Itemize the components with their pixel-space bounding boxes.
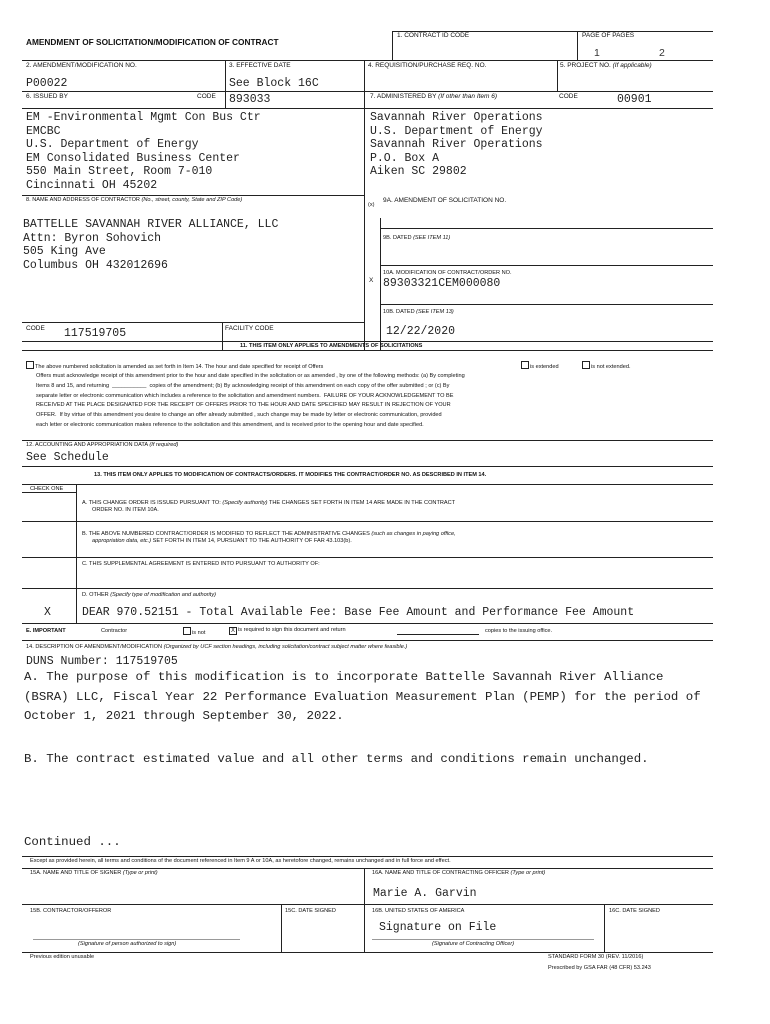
contracting-officer-signature: Signature on File xyxy=(379,921,497,934)
extended-checkbox[interactable] xyxy=(521,361,529,369)
item10a-label: 10A. MODIFICATION OF CONTRACT/ORDER NO. xyxy=(383,270,512,276)
item10-mark: X xyxy=(369,277,374,284)
item6-code-label: CODE xyxy=(197,93,216,100)
is-not-checkbox[interactable] xyxy=(183,627,191,635)
item11-line: each letter or electronic communication makes reference to the solicitation and this amendment, and is received prior to the opening hour and date specified. xyxy=(36,421,424,428)
important-label: E. IMPORTANT xyxy=(26,628,66,634)
page-number: 1 xyxy=(594,47,600,59)
item11-line: separate letter or electronic communication which includes a reference to the solicitation and amendment numbers. FAILURE OF YOUR ACKNOWLEDGEMENT TO BE xyxy=(36,392,454,399)
duns-line: DUNS Number: 117519705 xyxy=(26,655,178,668)
contractor-line: 505 King Ave xyxy=(23,245,106,259)
item11-line: OFFER. If by virtue of this amendment you desire to change an offer already submitted , such change may be made by letter or electronic communication, provided xyxy=(36,412,442,419)
item13c: C. THIS SUPPLEMENTAL AGREEMENT IS ENTERED INTO PURSUANT TO AUTHORITY OF: xyxy=(82,561,320,567)
issuer-address xyxy=(26,111,261,193)
item6-label: 6. ISSUED BY xyxy=(26,93,68,100)
footer-left: Previous edition unusable xyxy=(30,954,95,960)
page-total: 2 xyxy=(659,47,665,59)
item15b-caption: (Signature of person authorized to sign) xyxy=(78,941,177,947)
item14-paragraph-b: B. The contract estimated value and all other terms and conditions remain unchanged. xyxy=(24,752,649,766)
item12-value: See Schedule xyxy=(26,451,109,464)
item16b-label: 16B. UNITED STATES OF AMERICA xyxy=(372,908,465,914)
is-not-option: is not xyxy=(183,627,205,637)
issuer-line: 550 Main Street, Room 7-010 xyxy=(26,165,213,179)
administrator-address xyxy=(370,111,543,179)
item16a-label: 16A. NAME AND TITLE OF CONTRACTING OFFICER (Type or print) xyxy=(372,870,546,876)
contract-id-label: 1. CONTRACT ID CODE xyxy=(397,32,470,39)
contractor-line: BATTELLE SAVANNAH RIVER ALLIANCE, LLC xyxy=(23,218,279,231)
issuer-line: Cincinnati OH 45202 xyxy=(26,178,158,192)
item8-code: 117519705 xyxy=(64,327,127,340)
item6-code: 893033 xyxy=(229,93,271,106)
item11-text xyxy=(36,372,465,431)
is-required-checkbox[interactable]: X xyxy=(230,628,235,634)
item8-code-label: CODE xyxy=(26,325,45,332)
issuer-line: EM Consolidated Business Center xyxy=(26,151,240,165)
facility-code-label: FACILITY CODE xyxy=(225,325,274,332)
footer-prescribed: Prescribed by GSA FAR (48 CFR) 53.243 xyxy=(548,965,651,971)
item14-line: October 1, 2021 through September 30, 2022. xyxy=(24,709,344,724)
not-extended-option: is not extended. xyxy=(582,361,631,371)
contractor-line: Attn: Byron Sohovich xyxy=(23,231,162,245)
item16c-label: 16C. DATE SIGNED xyxy=(609,908,660,914)
administrator-line: P.O. Box A xyxy=(370,151,440,165)
item15a-label: 15A. NAME AND TITLE OF SIGNER (Type or print) xyxy=(30,870,158,876)
administrator-line: U.S. Department of Energy xyxy=(370,124,543,138)
except-text: Except as provided herein, all terms and conditions of the document referenced in Item 9 A or 10A, as heretofore changed, remains unchanged and in full force and effect. xyxy=(30,858,451,864)
item14-paragraph-a xyxy=(24,668,701,727)
solicitation-checkbox[interactable] xyxy=(26,361,34,369)
administrator-line: Savannah River Operations xyxy=(370,138,543,152)
item11-first-line: The above numbered solicitation is amended as set forth in Item 14. The hour and date specified for receipt of Offers xyxy=(26,361,323,371)
issuer-line: U.S. Department of Energy xyxy=(26,138,199,152)
pages-label: PAGE OF PAGES xyxy=(582,32,635,39)
item10b-label: 10B. DATED (SEE ITEM 13) xyxy=(383,309,454,315)
item13d-label: D. OTHER (Specify type of modification and authority) xyxy=(82,592,217,598)
item13d-mark: X xyxy=(44,606,51,619)
item10a-value: 89303321CEM000080 xyxy=(383,277,501,290)
item10b-value: 12/22/2020 xyxy=(386,325,456,338)
item15b-label: 15B. CONTRACTOR/OFFEROR xyxy=(30,908,112,914)
item7-code: 00901 xyxy=(617,93,652,106)
item13b: B. THE ABOVE NUMBERED CONTRACT/ORDER IS MODIFIED TO REFLECT THE ADMINISTRATIVE CHANGES (such as changes in paying office, appropriation data, etc.) SET FORTH IN ITEM 14, PURSUANT TO THE AUTHORITY OF FAR 43.103(b). xyxy=(82,531,456,544)
item14-line: A. The purpose of this modification is to incorporate Battelle Savannah River Alliance xyxy=(24,670,664,684)
footer-standard-form: STANDARD FORM 30 (REV. 11/2016) xyxy=(548,954,644,960)
continued-text: Continued ... xyxy=(24,835,121,849)
administrator-line: Aiken SC 29802 xyxy=(370,165,467,179)
item14-line: (BSRA) LLC, Fiscal Year 22 Performance Evaluation Measurement Plan (PEMP) for the period of xyxy=(24,689,701,704)
item11-heading: 11. THIS ITEM ONLY APPLIES TO AMENDMENTS OF SOLICITATIONS xyxy=(240,343,423,349)
item9-x-mark: (x) xyxy=(368,202,375,208)
item7-label: 7. ADMINISTERED BY (If other than Item 6) xyxy=(370,93,498,100)
item12-label: 12. ACCOUNTING AND APPROPRIATION DATA (If required) xyxy=(26,442,179,448)
contractor-line: Columbus OH 432012696 xyxy=(23,258,168,272)
contractor-word: Contractor xyxy=(101,628,128,634)
form-title: AMENDMENT OF SOLICITATION/MODIFICATION OF CONTRACT xyxy=(26,37,279,47)
item14-label: 14. DESCRIPTION OF AMENDMENT/MODIFICATION (Organized by UCF section headings, including solicitation/contract subject matter where feasible.) xyxy=(26,644,408,650)
item2-value: P00022 xyxy=(26,77,68,90)
is-required-option: X is required to sign this document and return xyxy=(230,627,346,634)
issuer-line: EMCBC xyxy=(26,124,61,138)
item8-label: 8. NAME AND ADDRESS OF CONTRACTOR (No., street, county, State and ZIP Code) xyxy=(26,197,243,203)
not-extended-checkbox[interactable] xyxy=(582,361,590,369)
item9b-label: 9B. DATED (SEE ITEM 11) xyxy=(383,235,451,241)
extended-option: is extended xyxy=(521,361,559,371)
item13-heading: 13. THIS ITEM ONLY APPLIES TO MODIFICATION OF CONTRACTS/ORDERS. IT MODIFIES THE CONTRACT/ORDER NO. AS DESCRIBED IN ITEM 14. xyxy=(94,472,487,478)
administrator-line: Savannah River Operations xyxy=(370,111,543,124)
contracting-officer-name: Marie A. Garvin xyxy=(373,887,477,900)
issuer-line: EM -Environmental Mgmt Con Bus Ctr xyxy=(26,111,261,124)
item15c-label: 15C. DATE SIGNED xyxy=(285,908,336,914)
item13d-value: DEAR 970.52151 - Total Available Fee: Base Fee Amount and Performance Fee Amount xyxy=(82,606,635,619)
item13a: A. THIS CHANGE ORDER IS ISSUED PURSUANT TO: (Specify authority) THE CHANGES SET FORTH IN ITEM 14 ARE MADE IN THE CONTRACT ORDER NO. IN ITEM 10A. xyxy=(82,500,456,513)
item9a-label: 9A. AMENDMENT OF SOLICITATION NO. xyxy=(383,197,507,204)
item11-line: RECEIVED AT THE PLACE DESIGNATED FOR THE RECEIPT OF OFFERS PRIOR TO THE HOUR AND DATE SPECIFIED MAY RESULT IN REJECTION OF YOUR xyxy=(36,402,451,409)
contractor-address xyxy=(23,218,278,272)
item4-label: 4. REQUISITION/PURCHASE REQ. NO. xyxy=(368,62,487,69)
copies-text: copies to the issuing office. xyxy=(485,628,553,634)
item5-label: 5. PROJECT NO. (If applicable) xyxy=(560,62,652,69)
item11-line: Items 8 and 15, and returning ___________ copies of the amendment; (b) By acknowledging receipt of this amendment on each copy of the offer submitted ; or (c) By xyxy=(36,382,450,389)
item16b-caption: (Signature of Contracting Officer) xyxy=(432,941,515,947)
item3-value: See Block 16C xyxy=(229,77,319,90)
item7-code-label: CODE xyxy=(559,93,578,100)
check-one-label: CHECK ONE xyxy=(30,486,64,492)
item11-line: Offers must acknowledge receipt of this amendment prior to the hour and date specified in the solicitation or as amended , by one of the following methods: (a) By completing xyxy=(36,373,465,379)
item3-label: 3. EFFECTIVE DATE xyxy=(229,62,291,69)
item2-label: 2. AMENDMENT/MODIFICATION NO. xyxy=(26,62,137,69)
